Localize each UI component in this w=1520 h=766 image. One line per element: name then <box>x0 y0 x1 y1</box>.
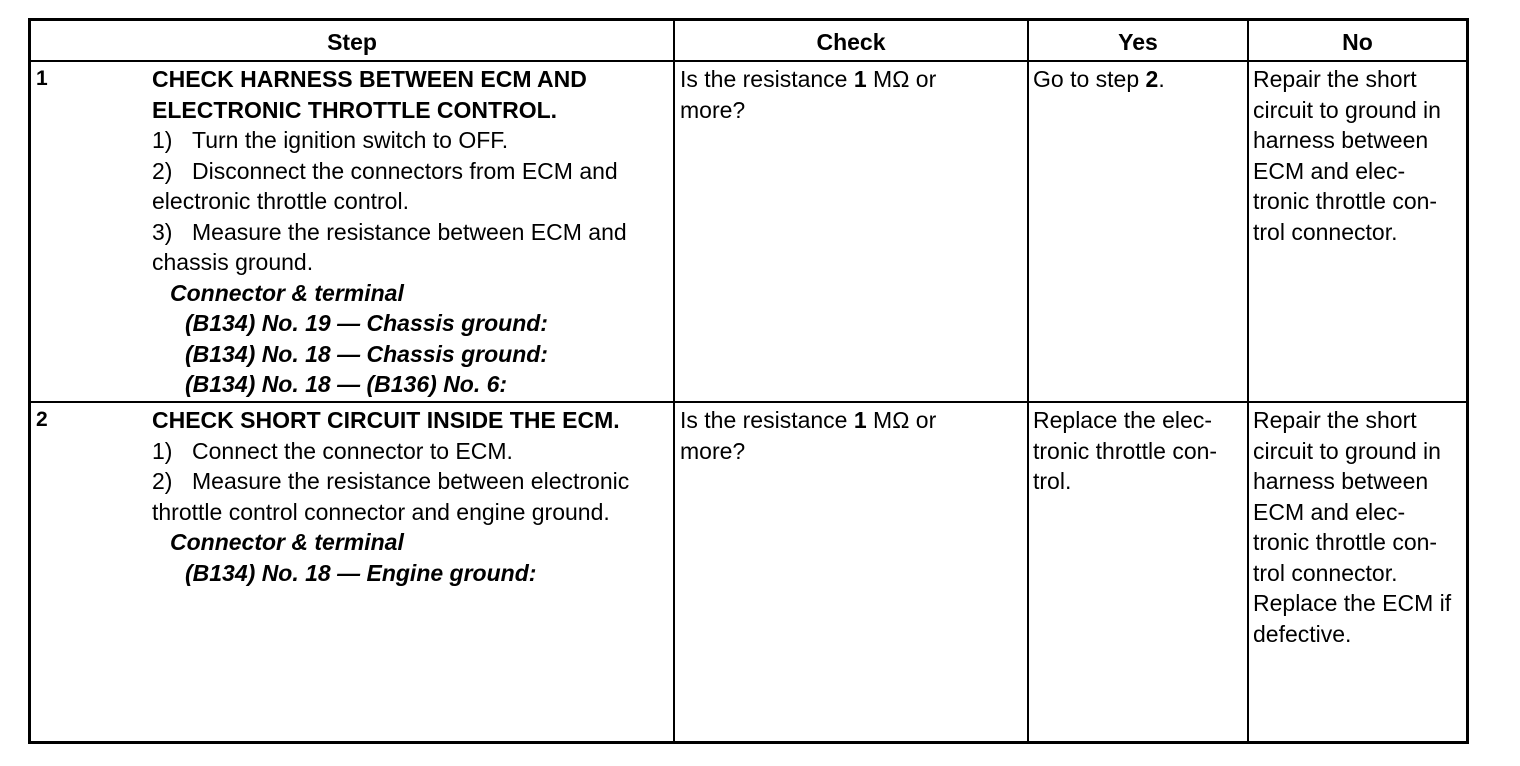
connector-heading: Connector & terminal <box>170 529 404 555</box>
procedure-item: 2) Measure the resistance between electronic <box>152 468 630 494</box>
step-title: ELECTRONIC THROTTLE CONTROL. <box>152 96 558 123</box>
check-question: Is the resistance 1 MΩ or more? <box>680 407 937 464</box>
procedure-item: 3) Measure the resistance between ECM and <box>152 218 627 245</box>
procedure-item: 1) Connect the connector to ECM. <box>152 437 513 464</box>
diagnostic-table <box>28 18 1469 744</box>
procedure-item: 2) Disconnect the connectors from ECM and <box>152 157 618 184</box>
connector-terminal: (B134) No. 18 — (B136) No. 6: <box>185 371 508 397</box>
row-divider <box>31 401 1466 403</box>
column-divider <box>1247 21 1249 741</box>
connector-terminal: (B134) No. 18 — Engine ground: <box>185 559 537 586</box>
procedure-item-continuation: throttle control connector and engine ground. <box>152 498 610 525</box>
connector-heading: Connector & terminal <box>170 279 404 306</box>
procedure-item: 1) Turn the ignition switch to OFF. <box>152 127 509 153</box>
step-title: CHECK SHORT CIRCUIT INSIDE THE ECM. <box>152 407 620 433</box>
check-question: Is the resistance 1 MΩ or more? <box>680 66 937 123</box>
procedure-item-continuation: electronic throttle control. <box>152 188 409 214</box>
connector-terminal: (B134) No. 19 — Chassis ground: <box>185 310 548 336</box>
step-number: 1 <box>36 67 48 90</box>
no-action: Repair the short circuit to ground in harness between ECM and elec- tronic throttle con- trol connector. Replace the ECM if defective. <box>1253 407 1452 647</box>
column-divider <box>1027 21 1029 741</box>
yes-action: Replace the elec- tronic throttle con- trol. <box>1033 407 1218 494</box>
column-divider <box>673 21 675 741</box>
step-number: 2 <box>36 408 48 431</box>
step-description <box>152 64 627 400</box>
step-description <box>152 405 629 588</box>
header-check: Check <box>816 29 886 55</box>
header-yes: Yes <box>1118 29 1158 55</box>
yes-action: Go to step 2. <box>1033 66 1165 92</box>
step-title: CHECK HARNESS BETWEEN ECM AND <box>152 66 587 92</box>
header-step: Step <box>327 29 377 55</box>
header-divider <box>31 60 1466 62</box>
connector-terminal: (B134) No. 18 — Chassis ground: <box>185 340 548 367</box>
procedure-item-continuation: chassis ground. <box>152 249 314 275</box>
no-action: Repair the short circuit to ground in harness between ECM and elec- tronic throttle con- trol connector. <box>1253 66 1441 245</box>
header-no: No <box>1342 29 1373 55</box>
